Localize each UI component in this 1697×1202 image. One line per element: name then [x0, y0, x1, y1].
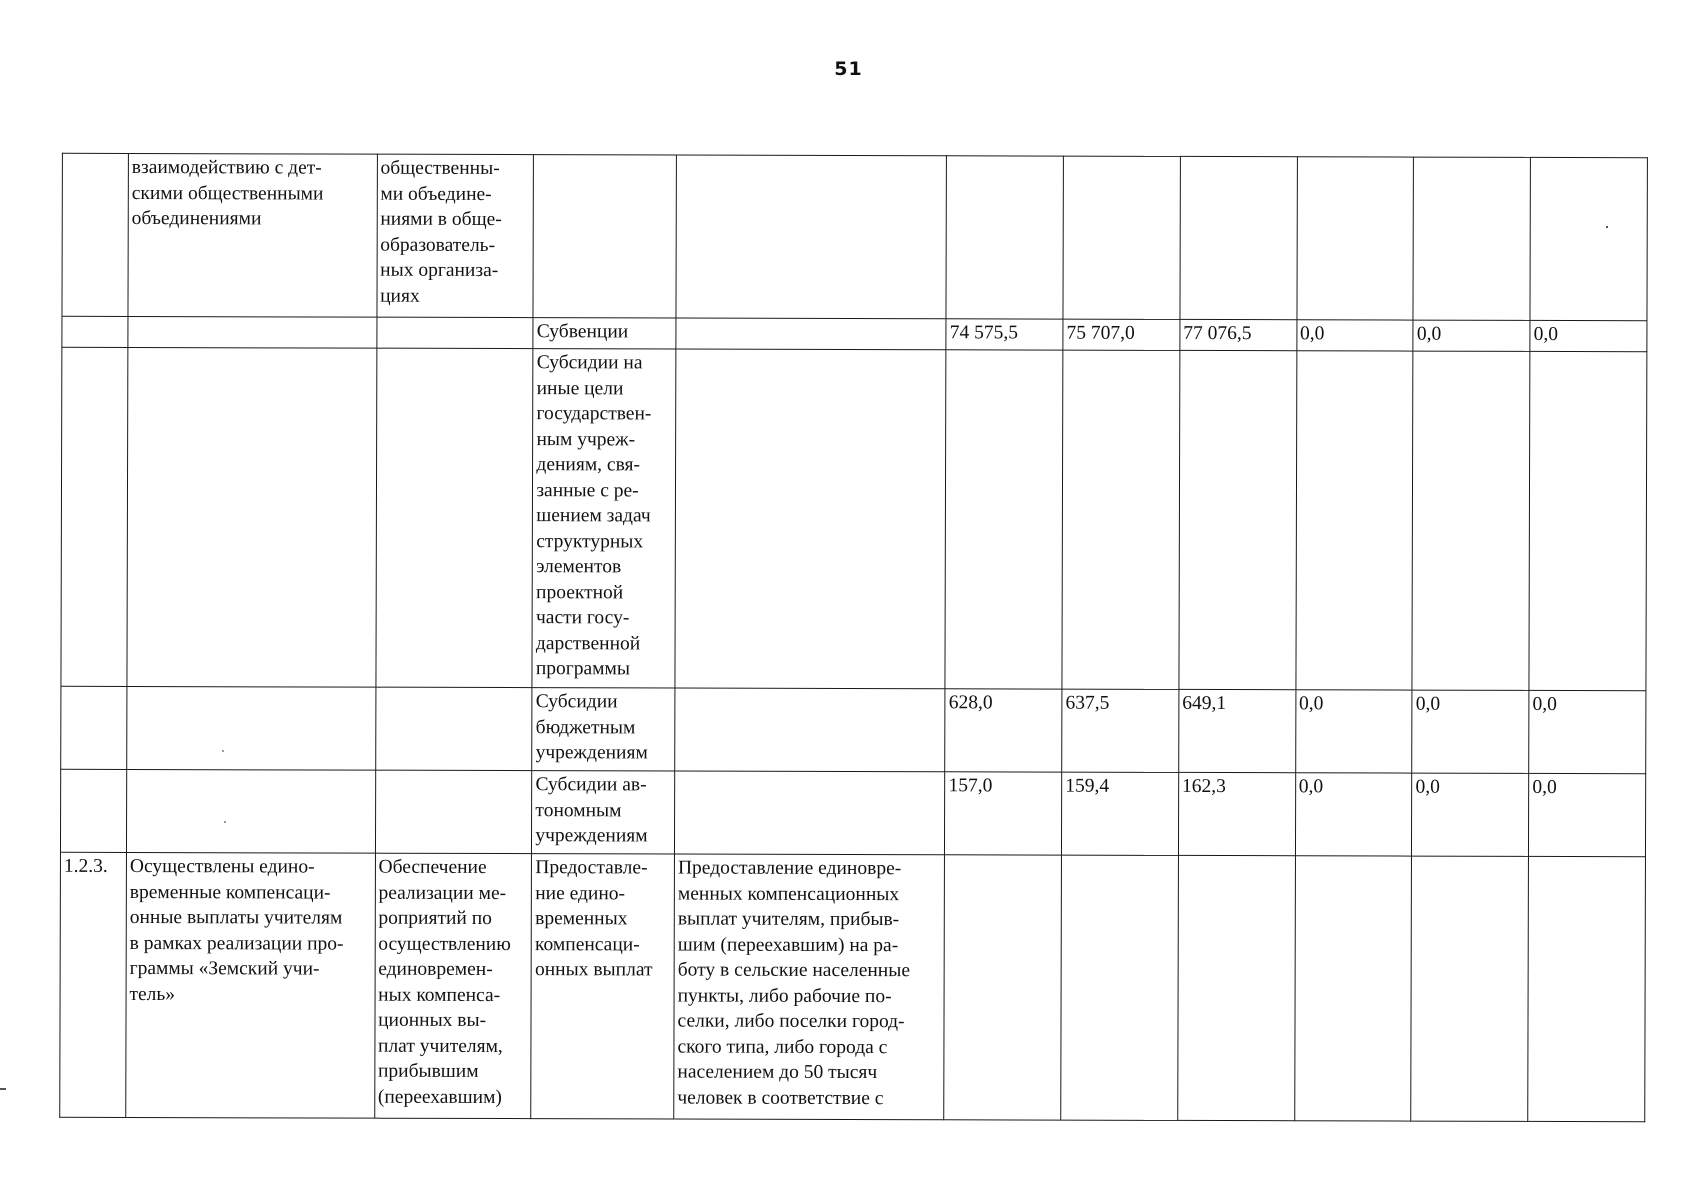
table-cell — [61, 347, 128, 686]
table-cell — [62, 316, 128, 347]
table-cell — [1412, 351, 1530, 690]
table-cell — [128, 316, 377, 348]
table-cell — [675, 688, 946, 772]
table-cell: 649,1 — [1179, 689, 1296, 772]
table-cell — [1061, 855, 1179, 1120]
table-cell: 0,0 — [1413, 320, 1530, 351]
table-cell: общественны- ми объедине- ниями в обще- образователь- ных организа- циях — [377, 154, 534, 317]
table-cell — [1063, 156, 1180, 319]
table-row — [62, 316, 1647, 351]
table-cell — [1062, 350, 1180, 689]
scan-speck — [224, 821, 226, 823]
table-cell — [1413, 157, 1530, 320]
table-cell: 157,0 — [945, 772, 1062, 855]
table-cell: Субсидии ав- тономным учреждениям — [532, 771, 675, 854]
table-cell: 0,0 — [1529, 773, 1646, 856]
table-body — [60, 153, 1648, 1121]
table-cell: Субсидии на иные цели государствен- ным учреж- дениям, свя- занные с ре- шением задач структурных элементов проектной части госу- дарственной программы — [532, 349, 676, 688]
table-cell — [675, 349, 946, 689]
budget-table — [59, 153, 1648, 1122]
table-cell — [1178, 855, 1296, 1120]
table-cell — [60, 769, 126, 852]
table-cell — [1294, 856, 1412, 1121]
table-cell — [1296, 351, 1414, 690]
table-cell: 0,0 — [1297, 320, 1414, 351]
table-cell: взаимодействию с дет- скими общественными объединениями — [128, 153, 377, 317]
table-cell: Субвенции — [533, 318, 676, 349]
table-cell — [376, 317, 533, 348]
page-number: 51 — [834, 58, 863, 80]
table-cell — [1180, 156, 1297, 319]
table-cell — [127, 686, 376, 770]
table-cell — [375, 770, 532, 853]
table-cell: 0,0 — [1529, 690, 1646, 773]
table-cell: 637,5 — [1062, 689, 1179, 772]
table-cell — [1530, 157, 1647, 320]
table-cell: Осуществлены едино- временные компенсаци- онные выплаты учителям в рамках реализации про- граммы «Земский учи- тель» — [126, 852, 375, 1118]
table-cell — [127, 347, 377, 687]
scan-speck — [222, 750, 224, 752]
table-cell: 0,0 — [1412, 773, 1529, 856]
table-cell — [675, 771, 946, 855]
table-cell — [126, 769, 375, 853]
table-cell: 77 076,5 — [1180, 319, 1297, 350]
table-cell — [61, 686, 127, 769]
table-cell: 159,4 — [1062, 772, 1179, 855]
table-cell: 0,0 — [1295, 690, 1412, 773]
table-row — [60, 852, 1646, 1121]
table-cell — [62, 153, 128, 316]
scan-speck — [1606, 226, 1608, 228]
table-cell — [676, 155, 947, 319]
table-cell — [676, 318, 946, 350]
table-cell: 0,0 — [1412, 690, 1529, 773]
table-cell — [945, 350, 1063, 689]
table-cell — [1297, 157, 1414, 320]
table-cell — [376, 348, 534, 687]
table-row — [61, 347, 1647, 690]
table-cell: Предоставление единовре- менных компенсационных выплат учителям, прибыв- шим (переехавшим) на ра- боту в сельские населенные пункты, либо рабочие по- селки, либо поселки город- ского типа, либо города с населением до 50 тысяч человек в соответствие с — [674, 854, 945, 1120]
table-cell: Обеспечение реализации ме- роприятий по осуществлению единовремен- ных компенса- ционных вы- плат учителям, прибывшим (переехавшим) — [374, 853, 532, 1118]
table-cell — [1411, 856, 1529, 1121]
table-cell — [1528, 856, 1646, 1121]
table-cell: 74 575,5 — [946, 319, 1063, 350]
table-cell — [944, 855, 1062, 1120]
table-cell: 75 707,0 — [1063, 319, 1180, 350]
table-cell: Субсидии бюджетным учреждениям — [532, 688, 675, 771]
table-cell — [946, 156, 1063, 319]
table-cell: 0,0 — [1295, 773, 1412, 856]
table-row — [60, 769, 1645, 856]
table-cell — [375, 687, 532, 770]
table-cell: 0,0 — [1530, 320, 1647, 351]
table-row — [62, 153, 1647, 320]
table-cell: Предоставле- ние едино- временных компенсаци- онных выплат — [531, 854, 674, 1119]
table-cell — [533, 155, 676, 318]
table-cell: 1.2.3. — [60, 852, 127, 1117]
table-cell: 628,0 — [945, 689, 1062, 772]
scan-speck — [0, 1088, 6, 1090]
table-cell — [1179, 350, 1297, 689]
table-cell: 162,3 — [1178, 772, 1295, 855]
table-cell — [1529, 351, 1647, 690]
table-row — [61, 686, 1646, 773]
